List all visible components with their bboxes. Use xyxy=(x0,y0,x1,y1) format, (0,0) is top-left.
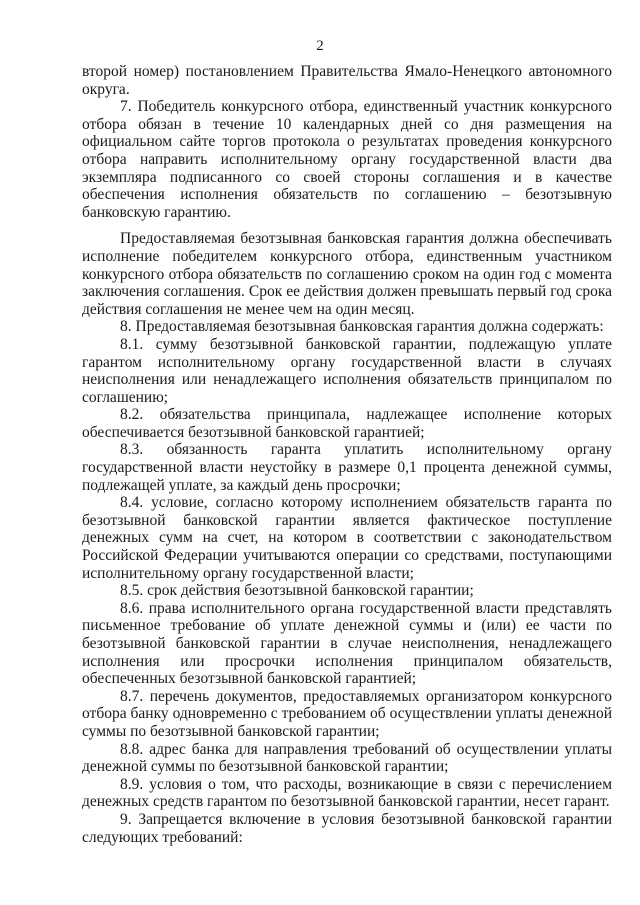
document-body xyxy=(82,63,612,846)
paragraph-item-8-8: 8.8. адрес банка для направления требований об осуществлении уплаты денежной суммы по безотзывной банковской гарантии; xyxy=(82,740,612,776)
paragraph-item-8-6: 8.6. права исполнительного органа государственной власти представлять письменное требование об уплате денежной суммы и (или) ее части по безотзывной банковской гарантии в случае неисполнения, ненадлежащего исполнения или просрочки исполнения принципалом обязательств, обеспеченных безотзывной банковской гарантией; xyxy=(82,599,612,688)
paragraph-item-7: 7. Победитель конкурсного отбора, единственный участник конкурсного отбора обязан в течение 10 календарных дней со дня размещения на официальном сайте торгов протокола о результатах проведения конкурсного отбора направить исполнительному органу государственной власти два экземпляра подписанного со своей стороны соглашения и в качестве обеспечения исполнения обязательств по соглашению – безотзывную банковскую гарантию. xyxy=(82,98,612,221)
paragraph-item-8-3: 8.3. обязанность гаранта уплатить исполнительному органу государственной власти неустойку в размере 0,1 процента денежной суммы, подлежащей уплате, за каждый день просрочки; xyxy=(82,441,612,494)
paragraph-item-8-4: 8.4. условие, согласно которому исполнением обязательств гаранта по безотзывной банковской гарантии является фактическое поступление денежных сумм на счет, на котором в соответствии с законодательством Российской Федерации учитываются операции со средствами, поступающими исполнительному органу государственной власти; xyxy=(82,494,612,582)
paragraph-item-9: 9. Запрещается включение в условия безотзывной банковской гарантии следующих требований: xyxy=(82,810,612,846)
paragraph-continuation: второй номер) постановлением Правительства Ямало-Ненецкого автономного округа. xyxy=(82,63,612,98)
paragraph-item-8-1: 8.1. сумму безотзывной банковской гарантии, подлежащую уплате гарантом исполнительному органу государственной власти в случаях неисполнения или ненадлежащего исполнения обязательств принципалом по соглашению; xyxy=(82,335,612,406)
paragraph-gap xyxy=(82,221,612,230)
paragraph-item-8-5: 8.5. срок действия безотзывной банковской гарантии; xyxy=(120,582,474,600)
paragraph-item-8-9: 8.9. условия о том, что расходы, возникающие в связи с перечислением денежных средств гарантом по безотзывной банковской гарантии, несет гарант. xyxy=(82,775,612,811)
paragraph-item-8-2: 8.2. обязательства принципала, надлежащее исполнение которых обеспечивается безотзывной банковской гарантией; xyxy=(82,406,612,441)
paragraph-item-8-7: 8.7. перечень документов, предоставляемых организатором конкурсного отбора банку одновременно с требованием об осуществлении уплаты денежной суммы по безотзывной банковской гарантии; xyxy=(82,687,612,740)
page-number: 2 xyxy=(316,38,324,54)
paragraph-guarantee-term: Предоставляемая безотзывная банковская гарантия должна обеспечивать исполнение победителем конкурсного отбора, единственным участником конкурсного отбора обязательств по соглашению сроком на один год с момента заключения соглашения. Срок ее действия должен превышать первый год срока действия соглашения не менее чем на один месяц. xyxy=(82,230,612,318)
paragraph-item-8: 8. Предоставляемая безотзывная банковская гарантия должна содержать: xyxy=(120,318,604,336)
